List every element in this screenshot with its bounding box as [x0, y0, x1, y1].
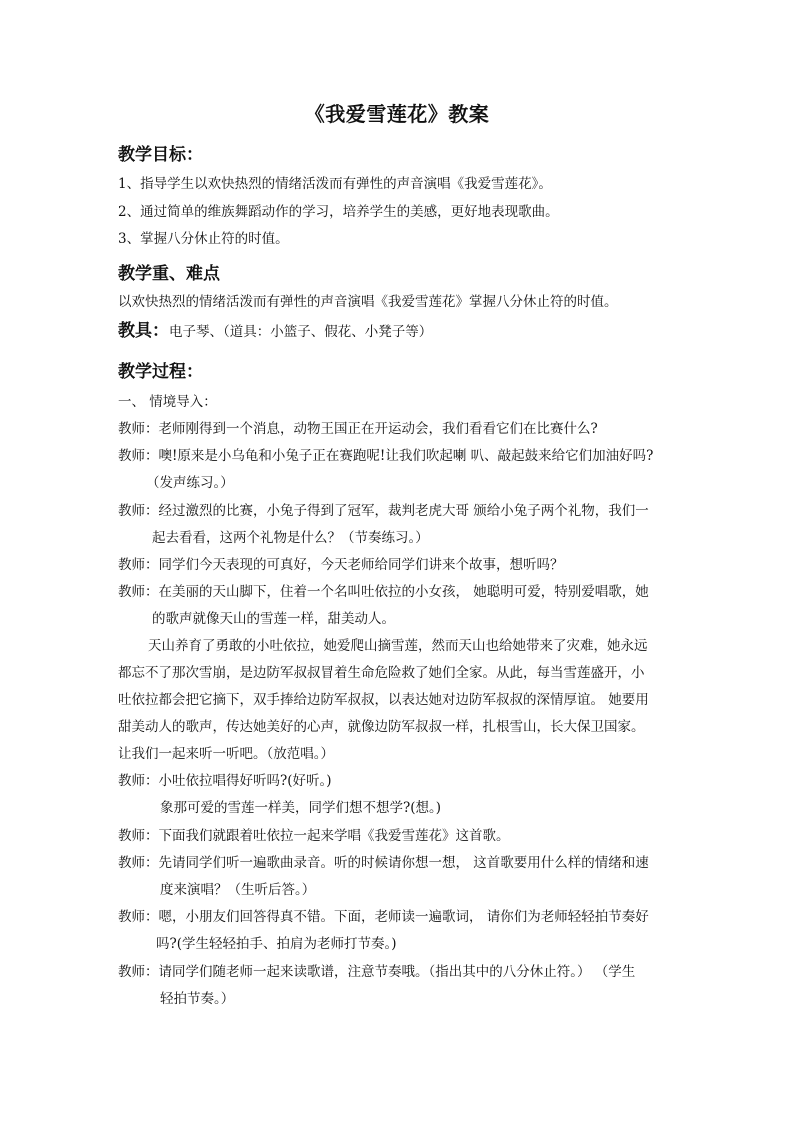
process-line: 教师：经过激烈的比赛，小兔子得到了冠军，裁判老虎大哥 颁给小兔子两个礼物，我们一	[118, 503, 649, 519]
process-line: 天山养育了勇敢的小吐依拉，她爱爬山摘雪莲，然而天山也给她带来了灾难，她永远	[148, 638, 648, 654]
process-line: 度来演唱？（生听后答。）	[160, 882, 316, 898]
process-line: 教师：噢!原来是小乌龟和小兔子正在赛跑呢!让我们吹起喇 叭、敲起鼓来给它们加油好吗?	[118, 448, 654, 464]
key-points-heading: 教学重、难点	[118, 264, 220, 284]
process-line: 教师：下面我们就跟着吐依拉一起来学唱《我爱雪莲花》这首歌。	[118, 828, 510, 844]
process-line: 的歌声就像天山的雪莲一样，甜美动人。	[152, 611, 395, 627]
page-title: 《我爱雪莲花》教案	[304, 102, 490, 126]
process-line: 教师：在美丽的天山脚下，住着一个名叫吐依拉的小女孩， 她聪明可爱，特别爱唱歌，她	[118, 584, 649, 600]
process-line: 吗?(学生轻轻拍手、拍肩为老师打节奏。)	[156, 936, 397, 952]
process-line: 轻拍节奏。）	[160, 991, 235, 1007]
tools-text: 电子琴、（道具：小篮子、假花、小凳子等）	[169, 324, 433, 340]
process-line: 吐依拉都会把它摘下，双手捧给边防军叔叔，以表达她对边防军叔叔的深情厚谊。 她要用	[118, 692, 649, 708]
process-line: 教师：嗯，小朋友们回答得真不错。下面，老师读一遍歌词， 请你们为老师轻轻拍节奏好	[118, 909, 649, 925]
tools-label: 教具：	[118, 321, 169, 341]
process-line: 一、 情境导入：	[118, 394, 217, 410]
goal-item: 2、通过简单的维族舞蹈动作的学习，培养学生的美感，更好地表现歌曲。	[118, 204, 559, 220]
process-line: 教师：同学们今天表现的可真好，今天老师给同学们讲来个故事，想听吗？	[118, 557, 564, 573]
process-line: 教师：小吐依拉唱得好听吗?(好听。)	[118, 773, 332, 789]
key-points-text: 以欢快热烈的情绪活泼而有弹性的声音演唱《我爱雪莲花》掌握八分休止符的时值。	[118, 294, 618, 310]
process-line: 起去看看，这两个礼物是什么？（节奏练习。）	[152, 530, 429, 546]
process-line: 都忘不了那次雪崩，是边防军叔叔冒着生命危险救了她们全家。从此，每当雪莲盛开，小	[118, 665, 645, 681]
tools-line	[118, 322, 432, 342]
process-line: 象那可爱的雪莲一样美，同学们想不想学?(想。)	[160, 800, 442, 816]
goal-item: 1、指导学生以欢快热烈的情绪活泼而有弹性的声音演唱《我爱雪莲花》。	[118, 176, 552, 192]
process-line: 甜美动人的歌声，传达她美好的心声，就像边防军叔叔一样，扎根雪山，长大保卫国家。	[118, 719, 645, 735]
process-line: 教师：老师刚得到一个消息，动物王国正在开运动会，我们看看它们在比赛什么?	[118, 421, 598, 437]
goals-heading: 教学目标：	[118, 145, 203, 165]
goal-item: 3、掌握八分休止符的时值。	[118, 231, 289, 247]
process-line: 教师：请同学们随老师一起来读歌谱，注意节奏哦。（指出其中的八分休止符。） （学生	[118, 964, 636, 980]
process-line: 让我们一起来听一听吧。（放范唱。）	[118, 746, 334, 762]
process-heading: 教学过程：	[118, 362, 203, 382]
process-line: （发声练习。）	[146, 475, 234, 491]
process-line: 教师：先请同学们听一遍歌曲录音。听的时候请你想一想， 这首歌要用什么样的情绪和速	[118, 855, 649, 871]
